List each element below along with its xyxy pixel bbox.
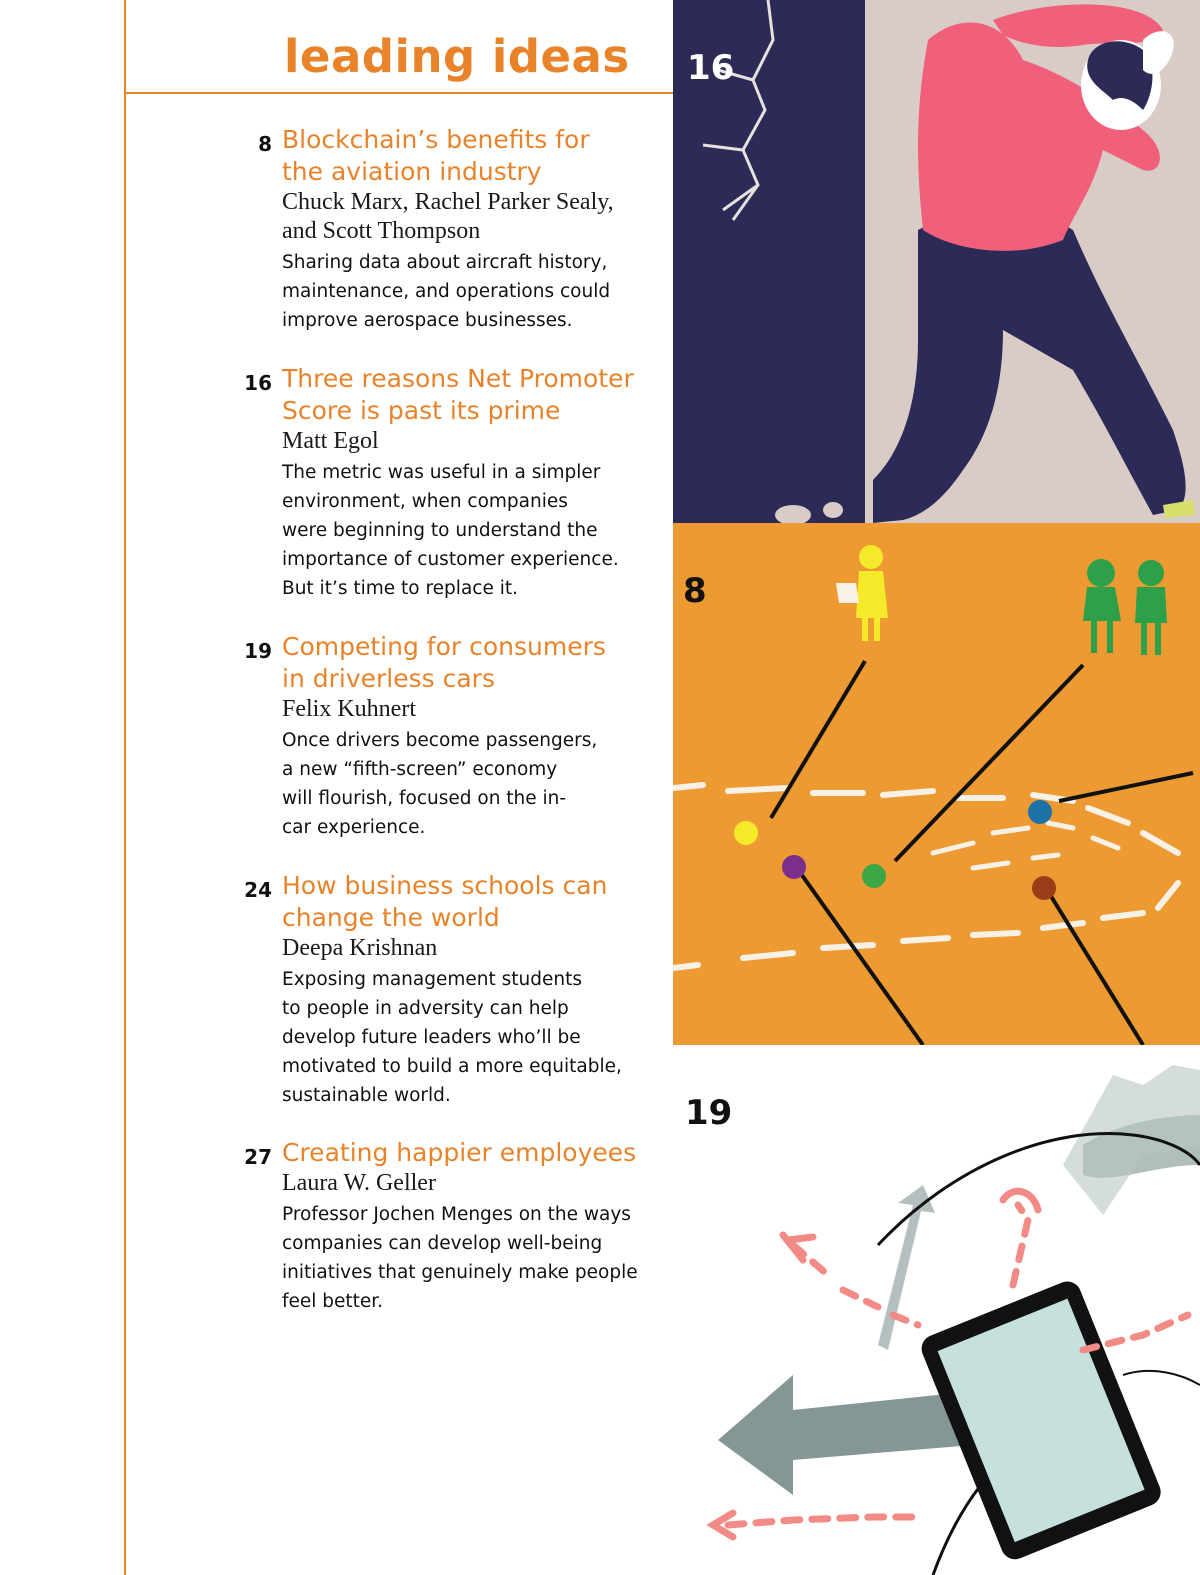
description-line: environment, when companies bbox=[282, 491, 568, 512]
page-number: 16 bbox=[244, 371, 272, 395]
author-line: Deepa Krishnan bbox=[282, 935, 438, 961]
description-line: feel better. bbox=[282, 1291, 384, 1312]
entry-description bbox=[282, 1200, 667, 1316]
headline-line: the aviation industry bbox=[282, 157, 542, 186]
entry-description bbox=[282, 248, 667, 335]
description-line: The metric was useful in a simpler bbox=[282, 462, 601, 483]
headline-line: Competing for consumers bbox=[282, 632, 606, 661]
description-line: Professor Jochen Menges on the ways bbox=[282, 1204, 631, 1225]
illustration-label: 16 bbox=[687, 48, 735, 88]
description-line: sustainable world. bbox=[282, 1085, 451, 1106]
headline-line: change the world bbox=[282, 903, 500, 932]
description-line: Sharing data about aircraft history, bbox=[282, 252, 608, 273]
headline-line: Three reasons Net Promoter bbox=[282, 364, 634, 393]
description-line: develop future leaders who’ll be bbox=[282, 1027, 581, 1048]
author-line: Laura W. Geller bbox=[282, 1170, 436, 1196]
entry-headline[interactable] bbox=[282, 1137, 667, 1169]
entry-author bbox=[282, 934, 667, 963]
driverless-illustration-svg bbox=[673, 1045, 1200, 1575]
illustration-label: 8 bbox=[683, 571, 707, 611]
section-title: leading ideas bbox=[284, 30, 630, 83]
description-line: But it’s time to replace it. bbox=[282, 578, 518, 599]
description-line: improve aerospace businesses. bbox=[282, 310, 573, 331]
description-line: importance of customer experience. bbox=[282, 549, 619, 570]
page-number: 8 bbox=[258, 132, 272, 156]
illustration-driverless[interactable] bbox=[673, 1045, 1200, 1575]
description-line: a new “fifth-screen” economy bbox=[282, 759, 558, 780]
headline-line: Creating happier employees bbox=[282, 1138, 637, 1167]
entry-headline[interactable] bbox=[282, 631, 667, 695]
author-line: Matt Egol bbox=[282, 428, 379, 454]
illustration-nps[interactable] bbox=[673, 0, 1200, 523]
entry-headline[interactable] bbox=[282, 870, 667, 934]
entry-headline[interactable] bbox=[282, 363, 667, 427]
entry-description bbox=[282, 726, 667, 842]
page-number: 27 bbox=[244, 1145, 272, 1169]
illustration-label: 19 bbox=[685, 1093, 733, 1133]
description-line: Exposing management students bbox=[282, 969, 582, 990]
entry-description bbox=[282, 965, 667, 1110]
entry-headline[interactable] bbox=[282, 124, 667, 188]
illustration-blockchain[interactable] bbox=[673, 523, 1200, 1045]
nps-illustration-svg bbox=[673, 0, 1200, 523]
entry-author bbox=[282, 427, 667, 456]
description-line: initiatives that genuinely make people bbox=[282, 1262, 638, 1283]
headline-line: Score is past its prime bbox=[282, 396, 561, 425]
description-line: car experience. bbox=[282, 817, 426, 838]
entry-description bbox=[282, 458, 667, 603]
author-line: Chuck Marx, Rachel Parker Sealy, bbox=[282, 189, 614, 215]
headline-line: How business schools can bbox=[282, 871, 608, 900]
headline-line: in driverless cars bbox=[282, 664, 495, 693]
description-line: maintenance, and operations could bbox=[282, 281, 611, 302]
page-number: 24 bbox=[244, 878, 272, 902]
page-number: 19 bbox=[244, 639, 272, 663]
description-line: companies can develop well-being bbox=[282, 1233, 603, 1254]
description-line: Once drivers become passengers, bbox=[282, 730, 598, 751]
author-line: and Scott Thompson bbox=[282, 218, 481, 244]
description-line: will flourish, focused on the in- bbox=[282, 788, 567, 809]
author-line: Felix Kuhnert bbox=[282, 696, 416, 722]
entry-author bbox=[282, 188, 667, 246]
description-line: motivated to build a more equitable, bbox=[282, 1056, 622, 1077]
headline-line: Blockchain’s benefits for bbox=[282, 125, 590, 154]
entry-author bbox=[282, 1169, 667, 1198]
description-line: were beginning to understand the bbox=[282, 520, 598, 541]
blockchain-illustration-svg bbox=[673, 523, 1200, 1045]
entry-author bbox=[282, 695, 667, 724]
description-line: to people in adversity can help bbox=[282, 998, 569, 1019]
